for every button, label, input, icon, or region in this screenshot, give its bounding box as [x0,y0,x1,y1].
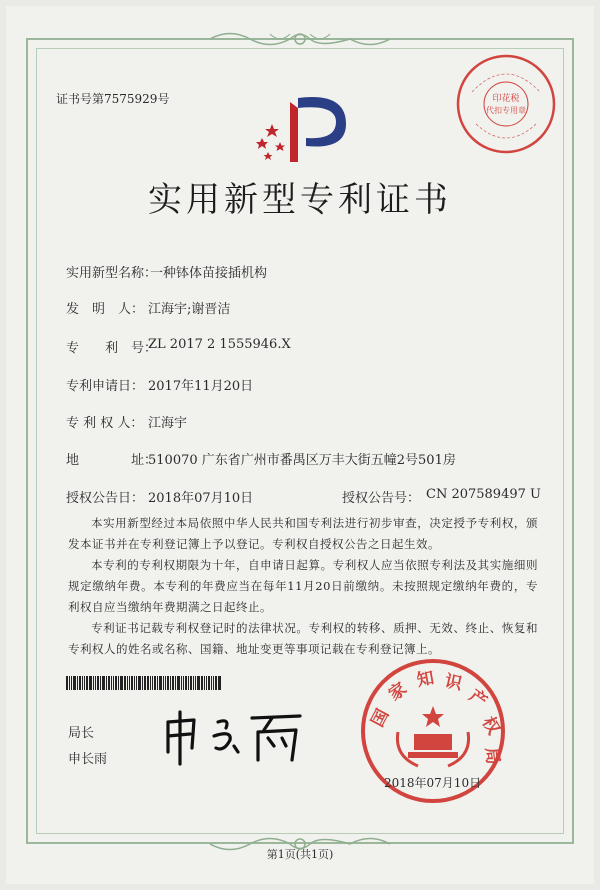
barcode-bar [129,676,130,690]
barcode-bar [206,676,207,690]
grant-date-label: 授权公告日： [66,491,145,506]
barcode-bar [127,676,128,690]
barcode-bar [71,676,72,690]
paragraph-legal-status: 专利证书记载专利权登记时的法律状况。专利权的转移、质押、无效、终止、恢复和专利权人的姓名或名称、国籍、地址变更等事项记载在专利登记簿上。 [68,621,538,656]
barcode-bar [136,676,137,690]
inventor-value: 江海宇;谢晋洁 [148,302,231,317]
svg-text:国: 国 [367,705,394,731]
barcode-bar [188,676,189,690]
barcode-bar [95,676,96,690]
svg-text:权: 权 [477,713,504,739]
barcode-bar [86,676,88,690]
director-signature [160,708,310,768]
barcode-bar [185,676,187,690]
patentee-label: 专 利 权 人： [66,416,144,431]
barcode-bar [201,676,203,690]
barcode-bar [193,676,194,690]
barcode-bar [73,676,76,690]
barcode-bar [69,676,70,690]
seal-date: 2018年07月10日 [384,776,482,790]
barcode-bar [108,676,110,690]
top-ornament [210,28,390,50]
svg-text:识: 识 [442,671,464,695]
barcode-bar [131,676,133,690]
certificate-title: 实用新型专利证书 [148,180,452,220]
patentee-value: 江海宇 [148,416,188,431]
utility-model-name-value: 一种钵体苗接插机构 [150,266,268,281]
patent-number-value: ZL 2017 2 1555946.X [148,337,291,352]
patent-number-label: 专 利 号： [66,341,158,356]
address-label: 地 址： [66,453,158,468]
barcode-bar [97,676,99,690]
tax-stamp-seal [454,52,558,156]
barcode-bar [82,676,83,690]
barcode-bar [102,676,105,690]
barcode-bar [144,676,146,690]
barcode [66,676,252,690]
page-footer: 第1页(共1页) [266,848,334,861]
filing-date-label: 专利申请日： [66,379,145,394]
svg-text:代扣专用章: 代扣专用章 [486,106,526,115]
barcode-bar [134,676,135,690]
svg-text:局: 局 [481,746,503,766]
utility-model-name-label: 实用新型名称： [66,266,158,281]
barcode-bar [183,676,184,690]
barcode-bar [197,676,200,690]
barcode-bar [147,676,149,690]
svg-text:产: 产 [465,685,491,713]
barcode-bar [100,676,101,690]
barcode-bar [167,676,169,690]
barcode-bar [157,676,158,690]
barcode-bar [204,676,205,690]
director-name-label: 申长雨 [68,752,108,767]
grant-number-value: CN 207589497 U [426,487,541,502]
barcode-bar [218,676,221,690]
barcode-bar [175,676,176,690]
barcode-bar [93,676,94,690]
barcode-bar [159,676,162,690]
barcode-bar [84,676,85,690]
svg-text:家: 家 [385,678,411,706]
filing-date-value: 2017年11月20日 [148,379,254,394]
barcode-bar [163,676,164,690]
barcode-bar [215,676,217,690]
address-value: 510070 广东省广州市番禺区万丰大街五幢2号501房 [148,453,456,468]
grant-date-value: 2018年07月10日 [148,491,254,506]
patent-office-logo-icon [242,84,362,170]
barcode-bar [213,676,214,690]
barcode-bar [208,676,210,690]
barcode-bar [113,676,114,690]
barcode-bar [79,676,81,690]
barcode-bar [154,676,156,690]
barcode-bar [115,676,117,690]
barcode-bar [120,676,123,690]
certificate-number: 证书号第7575929号 [56,92,170,106]
barcode-bar [111,676,112,690]
barcode-bar [124,676,126,690]
barcode-bar [211,676,212,690]
barcode-bar [77,676,78,690]
barcode-bar [172,676,174,690]
barcode-bar [142,676,143,690]
barcode-bar [118,676,119,690]
svg-text:知: 知 [415,668,436,691]
barcode-bar [177,676,180,690]
inventor-label: 发 明 人： [66,302,145,317]
barcode-bar [138,676,141,690]
paragraph-grant: 本实用新型经过本局依照中华人民共和国专利法进行初步审查，决定授予专利权，颁发本证书并在专利登记簿上予以登记。专利权自授权公告之日起生效。 [68,516,538,551]
barcode-bar [152,676,153,690]
director-title-label: 局长 [68,726,95,741]
barcode-bar [150,676,151,690]
svg-text:印花税: 印花税 [492,94,520,104]
barcode-bar [170,676,171,690]
barcode-bar [66,676,68,690]
barcode-bar [106,676,107,690]
barcode-bar [89,676,92,690]
grant-number-label: 授权公告号： [342,491,421,506]
barcode-bar [165,676,166,690]
barcode-bar [195,676,196,690]
barcode-bar [181,676,182,690]
paragraph-term: 本专利的专利权期限为十年，自申请日起算。专利权人应当依照专利法及其实施细则规定缴纳年费。本专利的年费应当在每年11月20日前缴纳。未按照规定缴纳年费的，专利权自应当缴纳年费期满之日起终止。 [68,558,538,614]
barcode-bar [190,676,192,690]
